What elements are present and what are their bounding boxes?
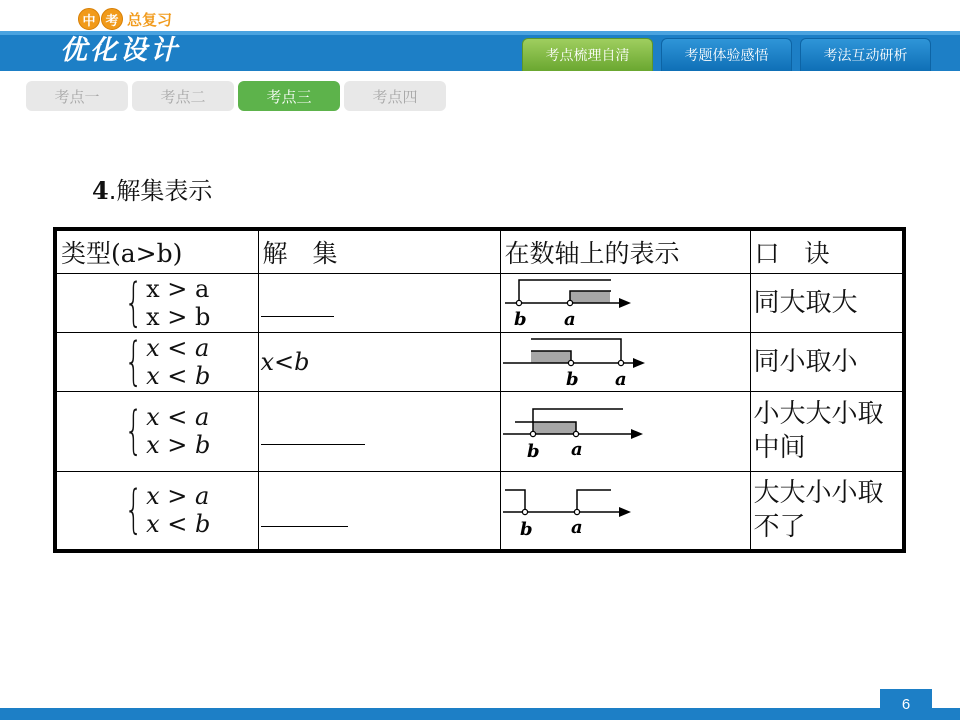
inequality: x < b — [146, 510, 211, 539]
inequality-system — [117, 403, 258, 459]
row-axis-cell — [500, 391, 750, 471]
subtab-point-2[interactable]: 考点二 — [132, 81, 234, 111]
inequality-system — [117, 480, 258, 541]
label-b: b — [519, 519, 533, 541]
label-b: b — [513, 308, 527, 330]
range-line-b — [505, 490, 525, 512]
mnemonic-line: 中间 — [753, 433, 806, 463]
answer-blank[interactable] — [261, 316, 334, 318]
tab-exam-practice[interactable]: 考题体验感悟 — [661, 38, 792, 71]
header-type-condition: (a>b) — [111, 238, 183, 268]
page-number: 6 — [880, 689, 932, 720]
table-header-row — [55, 229, 904, 273]
brand-badge-text: 总复习 — [127, 10, 173, 29]
table-row — [55, 273, 904, 332]
label-a: a — [563, 308, 576, 330]
solution-set-table — [53, 227, 906, 553]
row-solution-cell — [258, 391, 500, 471]
row-axis-cell — [500, 332, 750, 391]
brace-symbol: { — [124, 480, 143, 541]
overlap-shade — [531, 351, 571, 363]
inequality-pair — [146, 275, 210, 331]
number-line-diagram — [503, 395, 648, 467]
row-mnemonic-cell — [750, 471, 904, 551]
row-type-cell — [55, 332, 258, 391]
inequality: x < a — [146, 333, 210, 362]
brace-symbol: { — [124, 401, 143, 461]
label-b: b — [565, 368, 579, 390]
point-b — [530, 431, 535, 436]
header-solution: 解 集 — [258, 229, 500, 273]
axis-arrow — [619, 298, 631, 308]
overlap-shade — [533, 422, 576, 434]
mnemonic-line: 小大大小取 — [753, 399, 884, 429]
label-b: b — [526, 441, 540, 462]
inequality: x > a — [146, 274, 210, 303]
point-b — [568, 360, 573, 365]
axis-arrow — [633, 358, 645, 368]
label-a: a — [570, 439, 583, 460]
row-solution-cell — [258, 332, 500, 391]
point-a — [574, 510, 579, 515]
row-solution-cell — [258, 471, 500, 551]
brace-symbol: { — [124, 272, 143, 333]
brand-logo: 优化设计 — [60, 35, 180, 66]
section-heading — [92, 176, 212, 206]
number-line-diagram — [503, 274, 633, 332]
section-number: 4 — [92, 176, 109, 205]
header-axis: 在数轴上的表示 — [500, 229, 750, 273]
range-line-a — [577, 490, 611, 512]
subtab-point-1[interactable]: 考点一 — [26, 81, 128, 111]
axis-arrow — [619, 507, 631, 517]
section-title: .解集表示 — [108, 177, 213, 205]
row-type-cell — [55, 471, 258, 551]
table-row — [55, 332, 904, 391]
row-axis-cell — [500, 471, 750, 551]
subtab-point-3[interactable]: 考点三 — [238, 81, 340, 111]
header-type-label: 类型 — [61, 238, 112, 268]
axis-arrow — [631, 429, 643, 439]
number-line-diagram — [503, 474, 638, 546]
point-b — [516, 300, 521, 305]
subtab-point-4[interactable]: 考点四 — [344, 81, 446, 111]
inequality-system — [117, 331, 258, 392]
point-a — [567, 300, 572, 305]
inequality: x < a — [146, 403, 210, 431]
inequality: x > b — [146, 431, 211, 459]
inequality-pair — [146, 334, 210, 390]
inequality-system — [117, 272, 258, 333]
overlap-shade — [570, 291, 610, 303]
point-b — [522, 510, 527, 515]
point-a — [618, 360, 623, 365]
row-mnemonic-cell: 同大取大 — [750, 273, 904, 332]
footer-bar — [0, 708, 960, 720]
answer-blank[interactable] — [261, 444, 365, 446]
row-type-cell — [55, 391, 258, 471]
inequality-pair — [146, 403, 210, 459]
sub-tabs — [26, 81, 446, 111]
solution-text: x<b — [260, 347, 310, 376]
number-line-diagram — [503, 333, 648, 391]
row-type-cell — [55, 273, 258, 332]
brand-badge — [78, 8, 172, 30]
brand-badge-circle: 中 — [78, 8, 100, 30]
table-row — [55, 391, 904, 471]
header-mnemonic: 口 诀 — [750, 229, 904, 273]
answer-blank[interactable] — [261, 526, 348, 528]
inequality: x > a — [146, 482, 210, 511]
tab-method-analysis[interactable]: 考法互动研析 — [800, 38, 931, 71]
point-a — [573, 431, 578, 436]
tab-review[interactable]: 考点梳理自清 — [522, 38, 653, 71]
inequality-pair — [146, 482, 210, 538]
main-tabs — [522, 38, 931, 71]
mnemonic-line: 大大小小取 — [753, 478, 884, 509]
label-a: a — [614, 368, 627, 390]
brace-symbol: { — [124, 331, 143, 392]
row-mnemonic-cell: 同小取小 — [750, 332, 904, 391]
inequality: x > b — [146, 302, 211, 331]
row-mnemonic-cell — [750, 391, 904, 471]
label-a: a — [570, 517, 583, 539]
row-solution-cell — [258, 273, 500, 332]
header-type — [55, 229, 258, 273]
header — [0, 0, 960, 72]
mnemonic-line: 不了 — [753, 512, 806, 543]
table-row — [55, 471, 904, 551]
row-axis-cell — [500, 273, 750, 332]
brand-badge-circle: 考 — [101, 8, 123, 30]
inequality: x < b — [146, 361, 211, 390]
